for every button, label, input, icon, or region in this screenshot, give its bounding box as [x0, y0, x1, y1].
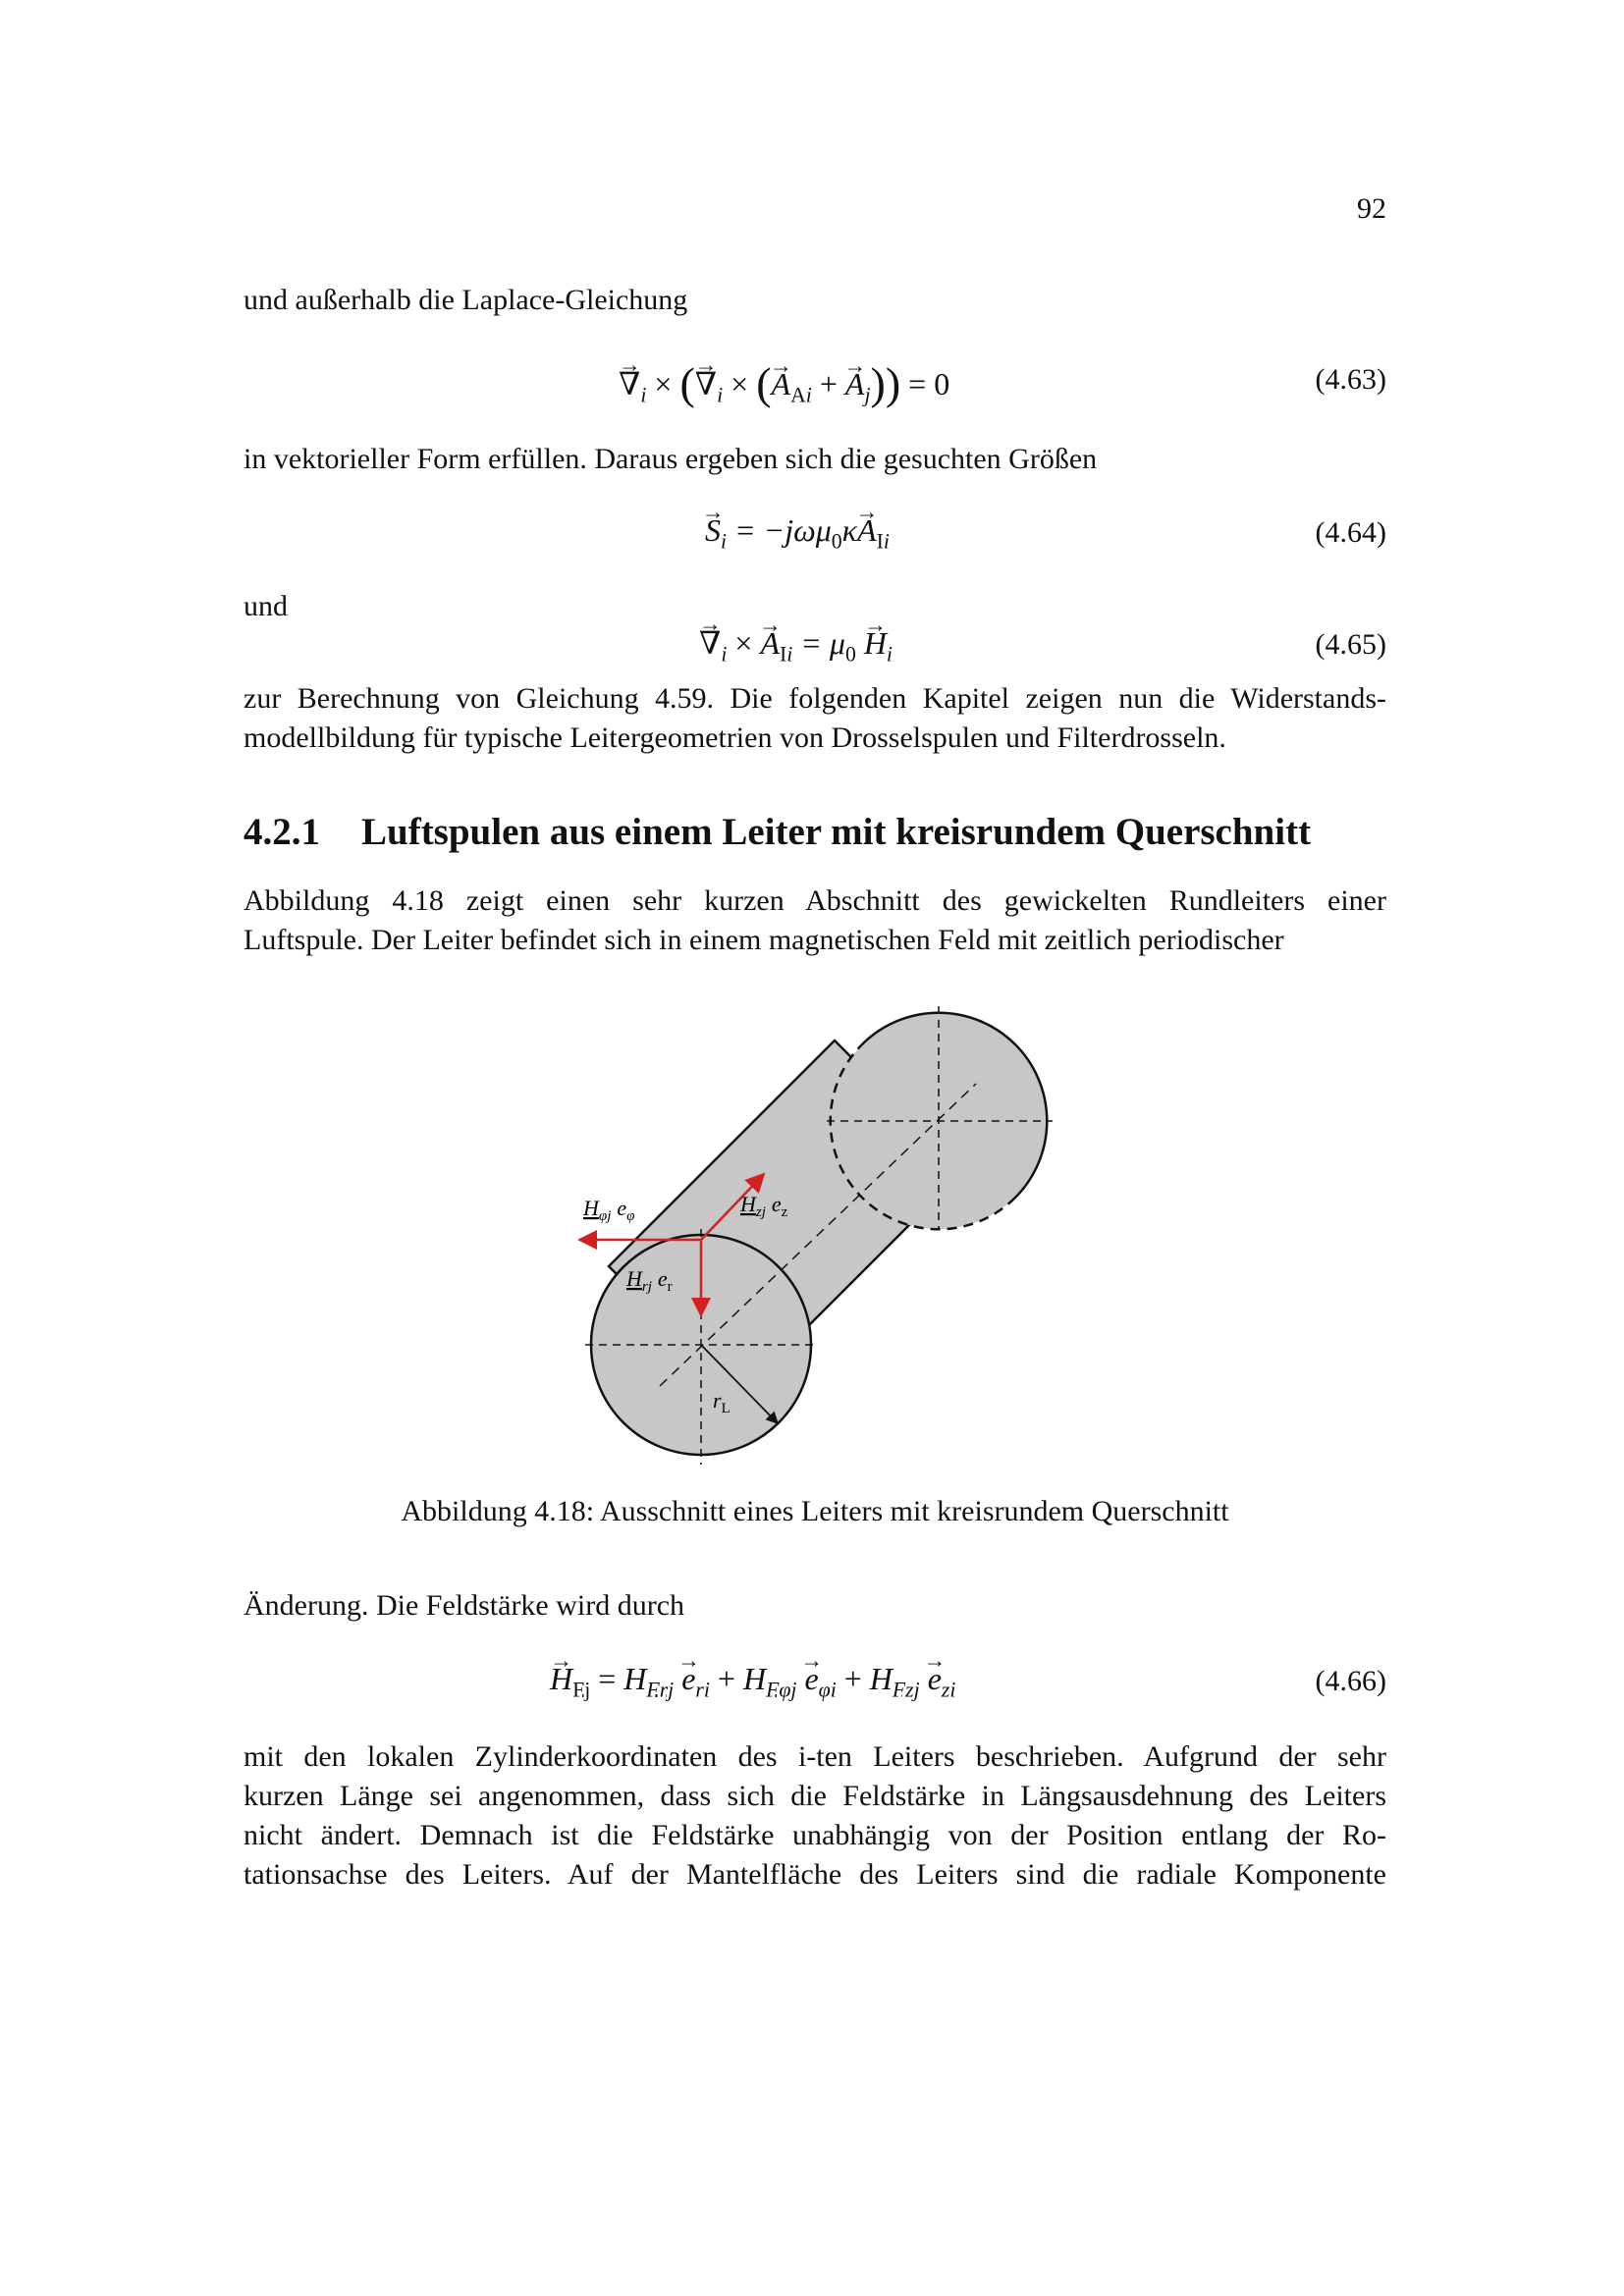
paragraph-abbildung-intro: Abbildung 4.18 zeigt einen sehr kurzen Abschnitt des gewickelten Rundleiters einer Luftspule. Der Leiter befindet sich in einem magnetischen Feld mit zeitlich periodischer	[244, 884, 1386, 956]
figure-conductor-cylinder	[550, 982, 1080, 1492]
paragraph-und: und	[244, 590, 288, 622]
label-h-phi: $H_{\varphi j}$ $e_\varphi$	[583, 1196, 635, 1224]
equation-4-65: → $\nabla_i$ × → $A_{Ii} = \mu_0 \to H_i$	[699, 624, 893, 667]
equation-4-64: → $S_i = -j\omega\mu_0\kappa\to A_{Ii}$	[705, 512, 890, 554]
label-h-r: $H_{rj}$ $e_r$	[626, 1266, 673, 1295]
equation-number-4-63: (4.63)	[1315, 363, 1386, 396]
equation-number-4-64: (4.64)	[1315, 516, 1386, 549]
equation-4-66: → $H_{Fj} = H_{Frj} \to e_{ri} + H_{F\varphi j} \to e_{\varphi i} + H_{Fzj} \to e_{zi}$	[550, 1661, 955, 1702]
paragraph-laplace-intro: und außerhalb die Laplace-Gleichung	[244, 284, 688, 316]
label-h-z: $H_{zj}$ $e_z$	[740, 1192, 788, 1220]
paragraph-aenderung: Änderung. Die Feldstärke wird durch	[244, 1589, 685, 1622]
paragraph-zylinderkoordinaten: mit den lokalen Zylinderkoordinaten des i-ten Leiters beschrieben. Aufgrund der sehr kurzen Länge sei angenommen, dass sich die Feldstärke in Längsausdehnung des Leiters nicht ändert. Demnach ist die Feldstärke unabhängig von der Position entlang der Ro- tationsachse des Leiters. Auf der Mantelfläche des Leiters sind die radiale Komponente	[244, 1740, 1386, 1891]
section-heading: 4.2.1 Luftspulen aus einem Leiter mit kreisrundem Querschnitt	[244, 811, 1312, 853]
label-radius: $r_L$	[713, 1388, 731, 1416]
equation-number-4-66: (4.66)	[1315, 1665, 1386, 1697]
paragraph-vector-form: in vektorieller Form erfüllen. Daraus ergeben sich die gesuchten Größen	[244, 443, 1098, 475]
paragraph-berechnung: zur Berechnung von Gleichung 4.59. Die folgenden Kapitel zeigen nun die Widerstands- modellbildung für typische Leitergeometrien von Drosselspulen und Filterdrosseln.	[244, 682, 1386, 754]
equation-number-4-65: (4.65)	[1315, 628, 1386, 661]
cylinder-diagram	[550, 982, 1080, 1492]
page-number: 92	[1357, 192, 1386, 225]
equation-4-63: → $\nabla_i$ × (→ $\nabla_i$ × (→ $A_{Ai}$ + → $A_j)) = 0$	[619, 357, 949, 409]
figure-caption: Abbildung 4.18: Ausschnitt eines Leiters mit kreisrundem Querschnitt	[401, 1495, 1229, 1527]
